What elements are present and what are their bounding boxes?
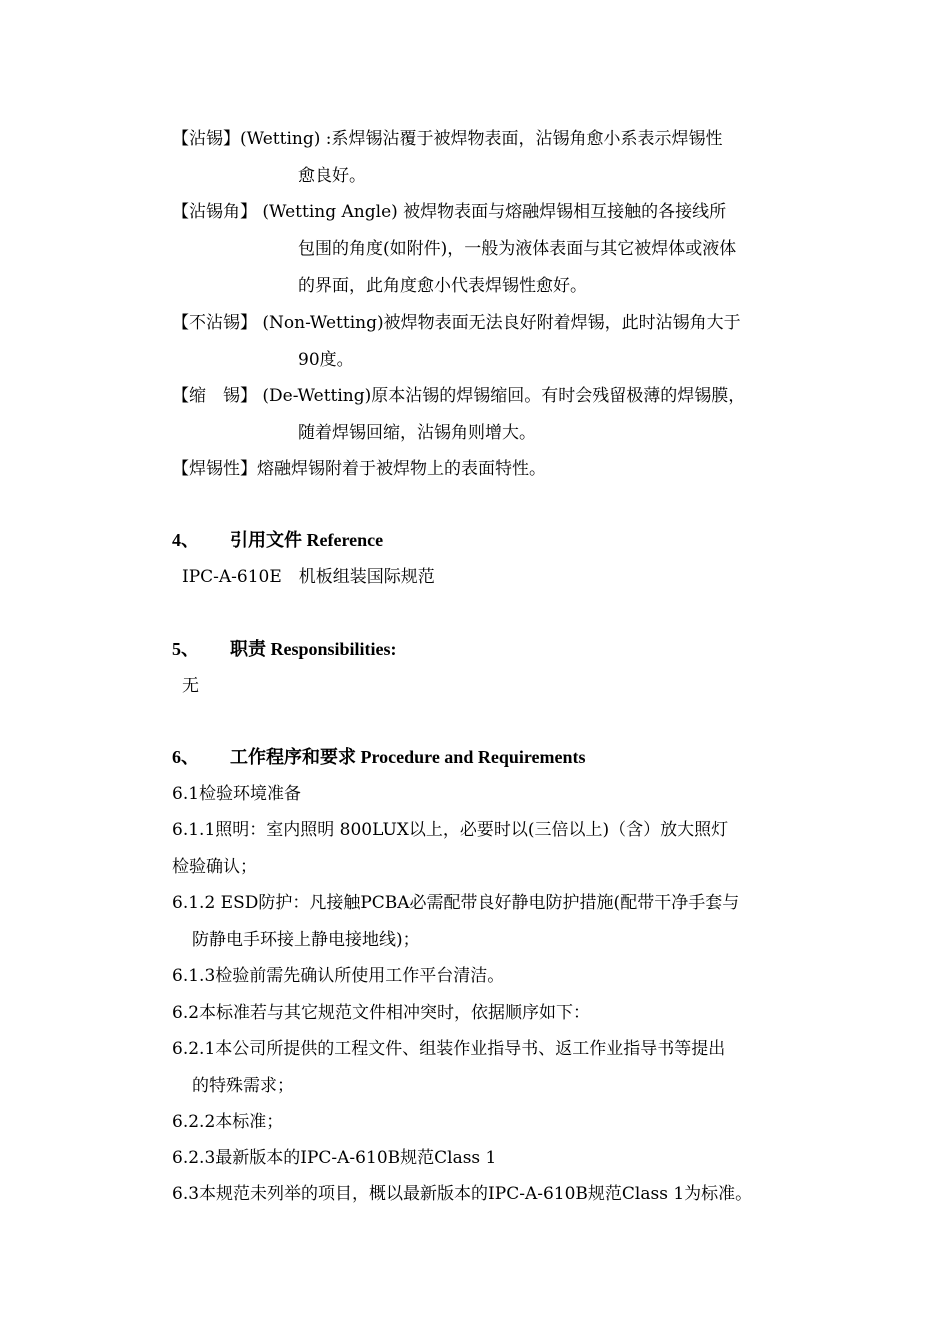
term-wetting-angle-cont-2: 的界面，此角度愈小代表焊锡性愈好。 bbox=[298, 276, 587, 296]
term-wetting-angle-cont-1: 包围的角度(如附件)，一般为液体表面与其它被焊体或液体 bbox=[298, 239, 737, 259]
item-6-1-1-cont: 检验确认； bbox=[172, 857, 257, 877]
section-5-heading bbox=[172, 637, 672, 661]
item-6-2: 6.2本标准若与其它规范文件相冲突时，依据顺序如下： bbox=[172, 1003, 591, 1023]
item-6-1-1: 6.1.1照明：室内照明 800LUX以上，必要时以(三倍以上)（含）放大照灯 bbox=[172, 820, 729, 840]
item-6-2-3: 6.2.3最新版本的IPC-A-610B规范Class 1 bbox=[172, 1148, 497, 1168]
section-4-number: 4、 bbox=[172, 530, 199, 550]
term-wetting-angle: 【沾锡角】 (Wetting Angle) 被焊物表面与熔融焊锡相互接触的各接线所 bbox=[172, 202, 727, 222]
section-4-body: IPC-A-610E 机板组装国际规范 bbox=[182, 567, 435, 587]
section-4-title: 引用文件 Reference bbox=[230, 530, 384, 550]
term-non-wetting-cont: 90度。 bbox=[298, 350, 354, 370]
item-6-3: 6.3本规范未列举的项目，概以最新版本的IPC-A-610B规范Class 1为标准。 bbox=[172, 1184, 753, 1204]
term-de-wetting-cont: 随着焊锡回缩，沾锡角则增大。 bbox=[298, 423, 536, 443]
item-6-1: 6.1检验环境准备 bbox=[172, 784, 302, 804]
section-6-title: 工作程序和要求 Procedure and Requirements bbox=[230, 747, 586, 767]
section-5-number: 5、 bbox=[172, 639, 199, 659]
term-de-wetting: 【缩 锡】 (De-Wetting)原本沾锡的焊锡缩回。有时会残留极薄的焊锡膜， bbox=[172, 386, 746, 406]
term-solderability: 【焊锡性】熔融焊锡附着于被焊物上的表面特性。 bbox=[172, 459, 546, 479]
item-6-2-2: 6.2.2本标准； bbox=[172, 1112, 284, 1132]
section-6-heading bbox=[172, 745, 772, 769]
item-6-2-1-cont: 的特殊需求； bbox=[192, 1076, 294, 1096]
term-wetting-cont: 愈良好。 bbox=[298, 166, 366, 186]
term-wetting: 【沾锡】(Wetting) :系焊锡沾覆于被焊物表面，沾锡角愈小系表示焊锡性 bbox=[172, 129, 723, 149]
item-6-1-3: 6.1.3检验前需先确认所使用工作平台清洁。 bbox=[172, 966, 505, 986]
section-5-title: 职责 Responsibilities: bbox=[230, 639, 397, 659]
item-6-1-2-cont: 防静电手环接上静电接地线)； bbox=[192, 930, 420, 950]
item-6-2-1: 6.2.1本公司所提供的工程文件、组装作业指导书、返工作业指导书等提出 bbox=[172, 1039, 726, 1059]
section-6-number: 6、 bbox=[172, 747, 199, 767]
section-4-heading bbox=[172, 528, 672, 552]
item-6-1-2: 6.1.2 ESD防护：凡接触PCBA必需配带良好静电防护措施(配带干净手套与 bbox=[172, 893, 740, 913]
section-5-body: 无 bbox=[182, 676, 199, 696]
term-non-wetting: 【不沾锡】 (Non-Wetting)被焊物表面无法良好附着焊锡，此时沾锡角大于 bbox=[172, 313, 741, 333]
